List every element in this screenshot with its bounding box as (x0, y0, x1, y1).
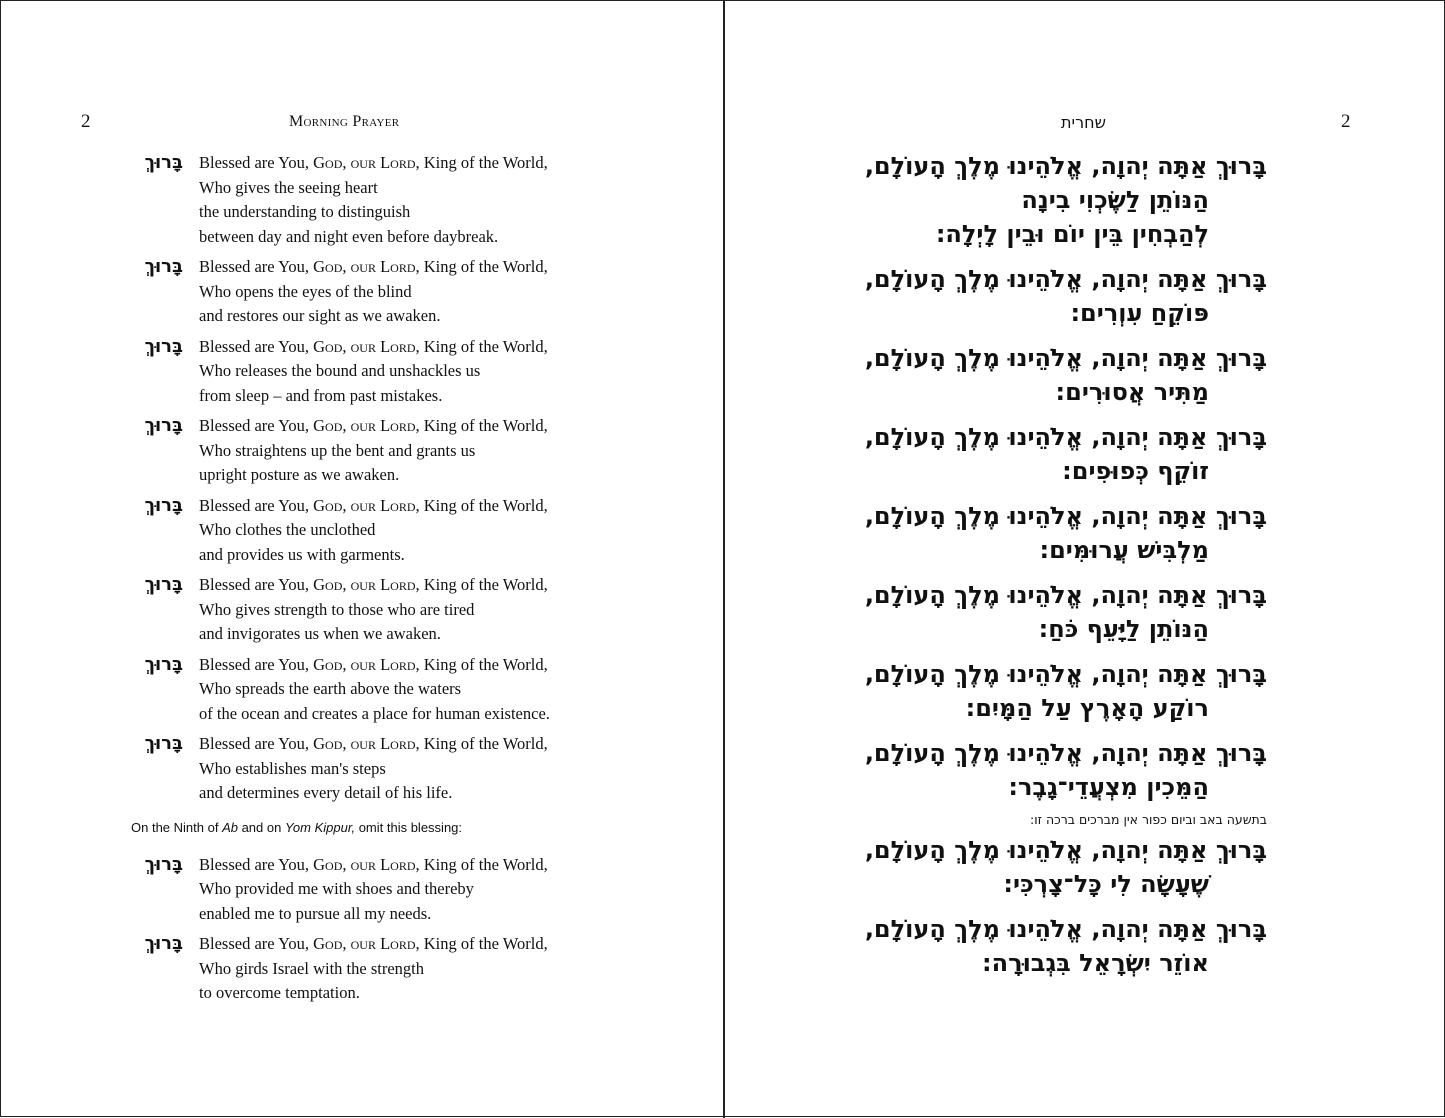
hebrew-blessing-line: בָּרוּךְ אַתָּה יְהוָה, אֱלֹהֵינוּ מֶלֶךְ הָעוֹלָם, (864, 836, 1267, 864)
baruch-word: בָּרוּךְ (144, 933, 183, 954)
hebrew-blessing-line: הַמֵּכִין מִצְעֲדֵי־גָבֶר: (1008, 773, 1209, 801)
blessing-lines (199, 732, 651, 806)
english-blessing (131, 255, 651, 329)
text-run: the understanding to distinguish (199, 202, 411, 221)
omit-blessing-note-hebrew: בתשעה באב וביום כפור אין מברכים ברכה זו: (1030, 812, 1267, 827)
text-run: Blessed are You, (199, 153, 314, 172)
blessing-line (199, 335, 651, 360)
blessing-lines (199, 853, 651, 927)
text-run: Blessed are You, (199, 257, 314, 276)
text-run: , King of the World, (415, 654, 548, 674)
text-run: , (342, 734, 351, 753)
text-run: Who gives the seeing heart (199, 177, 378, 197)
text-run: our Lord (350, 854, 416, 874)
text-run: , (342, 934, 351, 953)
hebrew-blessing-line: בָּרוּךְ אַתָּה יְהוָה, אֱלֹהֵינוּ מֶלֶךְ הָעוֹלָם, (864, 502, 1267, 530)
hebrew-blessing-line: לְהַבְחִין בֵּין יוֹם וּבֵין לָיְלָה: (935, 220, 1209, 248)
text-run: God (313, 654, 343, 674)
text-run: Who gives strength to those who are tired (199, 599, 475, 619)
blessing-line (199, 384, 651, 409)
text-run: our Lord (350, 654, 416, 674)
blessing-line (199, 439, 651, 464)
text-run: our Lord (350, 934, 416, 953)
text-run: God (313, 854, 343, 874)
text-run: Blessed are You, (199, 654, 314, 674)
hebrew-blessing (864, 578, 1267, 646)
blessing-line (199, 463, 651, 488)
text-run: Who provided me with shoes and thereby (199, 879, 474, 898)
text-run: Blessed are You, (199, 734, 314, 753)
text-run: , King of the World, (415, 495, 548, 515)
hebrew-blessing-line: מַלְבִּישׁ עֲרוּמִּים: (1039, 536, 1209, 564)
hebrew-blessing (864, 262, 1267, 330)
text-run: God (313, 416, 343, 435)
left-page (1, 1, 723, 1118)
baruch-word: בָּרוּךְ (144, 415, 183, 436)
hebrew-blessing-line: בָּרוּךְ אַתָּה יְהוָה, אֱלֹהֵינוּ מֶלֶךְ הָעוֹלָם, (864, 581, 1267, 609)
blessing-lines (199, 932, 651, 1006)
english-blessing (131, 573, 651, 647)
blessing-line (199, 200, 651, 225)
blessing-line (199, 677, 651, 702)
running-head-english: Morning Prayer (289, 113, 400, 130)
blessing-line (199, 255, 651, 280)
hebrew-blessing-line: אוֹזֵר יִשְׂרָאֵל בִּגְבוּרָה: (982, 949, 1209, 977)
text-run: God (313, 336, 343, 356)
text-run: and invigorates us when we awaken. (199, 624, 441, 643)
blessing-line (199, 280, 651, 305)
text-run: , King of the World, (415, 854, 548, 874)
text-run: enabled me to pursue all my needs. (199, 903, 432, 923)
text-run: between day and night even before daybreak. (199, 226, 499, 246)
english-blessing (131, 653, 651, 727)
text-run: , King of the World, (415, 153, 548, 172)
hebrew-blessing (864, 657, 1267, 725)
text-run: and provides us with garments. (199, 544, 405, 564)
blessing-line (199, 757, 651, 782)
english-blessings (131, 151, 651, 1012)
text-run: Who establishes man's steps (199, 758, 386, 778)
text-run: Yom Kippur, (284, 819, 356, 835)
blessing-line (199, 225, 651, 250)
text-run: God (313, 734, 343, 753)
page-number-right: 2 (1341, 111, 1351, 132)
text-run: our Lord (350, 257, 416, 276)
hebrew-blessing (864, 149, 1267, 251)
text-run: Who girds Israel with the strength (199, 958, 424, 978)
text-run: God (313, 495, 343, 515)
baruch-word: בָּרוּךְ (144, 152, 183, 173)
hebrew-blessing-line: הַנּוֹתֵן לַשֶּׂכְוִי בִינָה (1021, 186, 1209, 214)
hebrew-blessing-line: בָּרוּךְ אַתָּה יְהוָה, אֱלֹהֵינוּ מֶלֶךְ הָעוֹלָם, (864, 915, 1267, 943)
text-run: and determines every detail of his life. (199, 783, 453, 802)
baruch-word: בָּרוּךְ (144, 653, 183, 675)
blessing-line (199, 853, 651, 878)
blessing-lines (199, 573, 651, 647)
text-run: Blessed are You, (199, 416, 314, 435)
baruch-word: בָּרוּךְ (144, 733, 183, 754)
blessing-lines (199, 414, 651, 488)
hebrew-blessing (864, 912, 1267, 980)
text-run: Blessed are You, (199, 495, 314, 515)
text-run: Blessed are You, (199, 575, 314, 594)
text-run: upright posture as we awaken. (199, 465, 400, 484)
text-run: , (342, 495, 351, 515)
text-run: , (342, 416, 351, 435)
blessing-line (199, 702, 651, 727)
text-run: , King of the World, (415, 336, 548, 356)
hebrew-blessing-line: בָּרוּךְ אַתָּה יְהוָה, אֱלֹהֵינוּ מֶלֶךְ הָעוֹלָם, (864, 265, 1267, 293)
page-number-left: 2 (81, 111, 91, 132)
text-run: , King of the World, (415, 257, 548, 276)
english-blessing (131, 732, 651, 806)
text-run: Ab (222, 819, 238, 835)
text-run: Who clothes the unclothed (199, 520, 376, 539)
blessing-line (199, 176, 651, 201)
english-blessing (131, 932, 651, 1006)
text-run: , (342, 854, 351, 874)
baruch-word: בָּרוּךְ (144, 256, 183, 277)
text-run: our Lord (350, 336, 416, 356)
text-run: Who spreads the earth above the waters (199, 679, 462, 698)
text-run: Who releases the bound and unshackles us (199, 361, 481, 380)
text-run: God (313, 575, 343, 594)
blessing-line (199, 598, 651, 623)
text-run: , (342, 575, 351, 594)
text-run: our Lord (350, 495, 416, 515)
hebrew-blessing (864, 736, 1267, 804)
blessing-lines (199, 653, 651, 727)
blessing-line (199, 414, 651, 439)
baruch-word: בָּרוּךְ (144, 494, 183, 516)
hebrew-blessing-line: מַתִּיר אֲסוּרִים: (1055, 378, 1209, 406)
text-run: , King of the World, (415, 416, 548, 435)
blessing-lines (199, 494, 651, 568)
hebrew-blessings (864, 149, 1267, 991)
text-run: On the Ninth of (131, 819, 223, 835)
hebrew-blessing (864, 420, 1267, 488)
hebrew-blessing-line: שֶׁעָשָׂה לִי כָּל־צָרְכִּי: (1003, 870, 1209, 898)
text-run: , (342, 336, 351, 356)
blessing-lines (199, 335, 651, 409)
blessing-line (199, 877, 651, 902)
blessing-line (199, 653, 651, 678)
text-run: and restores our sight as we awaken. (199, 306, 441, 325)
hebrew-blessing (864, 499, 1267, 567)
english-blessing (131, 335, 651, 409)
blessing-line (199, 932, 651, 957)
text-run: from sleep – and from past mistakes. (199, 385, 443, 405)
text-run: , King of the World, (415, 734, 548, 753)
text-run: God (313, 153, 343, 172)
baruch-word: בָּרוּךְ (144, 335, 183, 357)
text-run: God (313, 934, 343, 953)
text-run: , King of the World, (415, 934, 548, 953)
text-run: , King of the World, (415, 575, 548, 594)
english-blessing (131, 853, 651, 927)
blessing-line (199, 494, 651, 519)
blessing-line (199, 518, 651, 543)
hebrew-blessing-line: זוֹקֵף כְּפוּפִים: (1062, 457, 1209, 485)
blessing-line (199, 902, 651, 927)
hebrew-blessing-line: הַנּוֹתֵן לַיָּעֵף כֹּחַ: (1038, 615, 1209, 643)
hebrew-blessing-line: בָּרוּךְ אַתָּה יְהוָה, אֱלֹהֵינוּ מֶלֶךְ הָעוֹלָם, (864, 739, 1267, 767)
blessing-line (199, 622, 651, 647)
hebrew-blessing-line: רוֹקַע הָאָרֶץ עַל הַמָּיִם: (965, 694, 1209, 722)
text-run: Blessed are You, (199, 854, 314, 874)
blessing-line (199, 543, 651, 568)
blessing-line (199, 304, 651, 329)
blessing-line (199, 359, 651, 384)
blessing-line (199, 732, 651, 757)
text-run: , (342, 257, 351, 276)
hebrew-blessing (864, 341, 1267, 409)
blessing-line (199, 781, 651, 806)
text-run: and on (237, 819, 285, 835)
english-blessing (131, 151, 651, 249)
blessing-lines (199, 255, 651, 329)
running-head-hebrew: שחרית (1061, 113, 1106, 132)
text-run: God (313, 257, 343, 276)
english-blessing (131, 414, 651, 488)
text-run: omit this blessing: (355, 819, 463, 835)
blessing-lines (199, 151, 651, 249)
text-run: our Lord (350, 734, 416, 753)
text-run: , (342, 654, 351, 674)
baruch-word: בָּרוּךְ (144, 853, 183, 875)
text-run: our Lord (350, 416, 416, 435)
hebrew-blessing (864, 833, 1267, 901)
text-run: our Lord (350, 153, 416, 172)
hebrew-blessing-line: בָּרוּךְ אַתָּה יְהוָה, אֱלֹהֵינוּ מֶלֶךְ הָעוֹלָם, (864, 344, 1267, 372)
blessing-line (199, 151, 651, 176)
text-run: Blessed are You, (199, 934, 314, 953)
text-run: of the ocean and creates a place for human existence. (199, 703, 550, 723)
text-run: Blessed are You, (199, 336, 314, 356)
text-run: Who opens the eyes of the blind (199, 281, 412, 301)
hebrew-blessing-line: בָּרוּךְ אַתָּה יְהוָה, אֱלֹהֵינוּ מֶלֶךְ הָעוֹלָם, (864, 660, 1267, 688)
hebrew-blessing-line: בָּרוּךְ אַתָּה יְהוָה, אֱלֹהֵינוּ מֶלֶךְ הָעוֹלָם, (864, 152, 1267, 180)
blessing-line (199, 573, 651, 598)
baruch-word: בָּרוּךְ (144, 574, 183, 595)
hebrew-blessing-line: פּוֹקֵחַ עִוְרִים: (1070, 299, 1209, 327)
text-run: Who straightens up the bent and grants us (199, 440, 476, 460)
text-run: to overcome temptation. (199, 983, 360, 1002)
hebrew-blessing-line: בָּרוּךְ אַתָּה יְהוָה, אֱלֹהֵינוּ מֶלֶךְ הָעוֹלָם, (864, 423, 1267, 451)
blessing-line (199, 957, 651, 982)
omit-blessing-note-english (131, 820, 651, 835)
text-run: our Lord (350, 575, 416, 594)
right-page (725, 1, 1445, 1118)
text-run: , (342, 153, 351, 172)
blessing-line (199, 981, 651, 1006)
english-blessing (131, 494, 651, 568)
